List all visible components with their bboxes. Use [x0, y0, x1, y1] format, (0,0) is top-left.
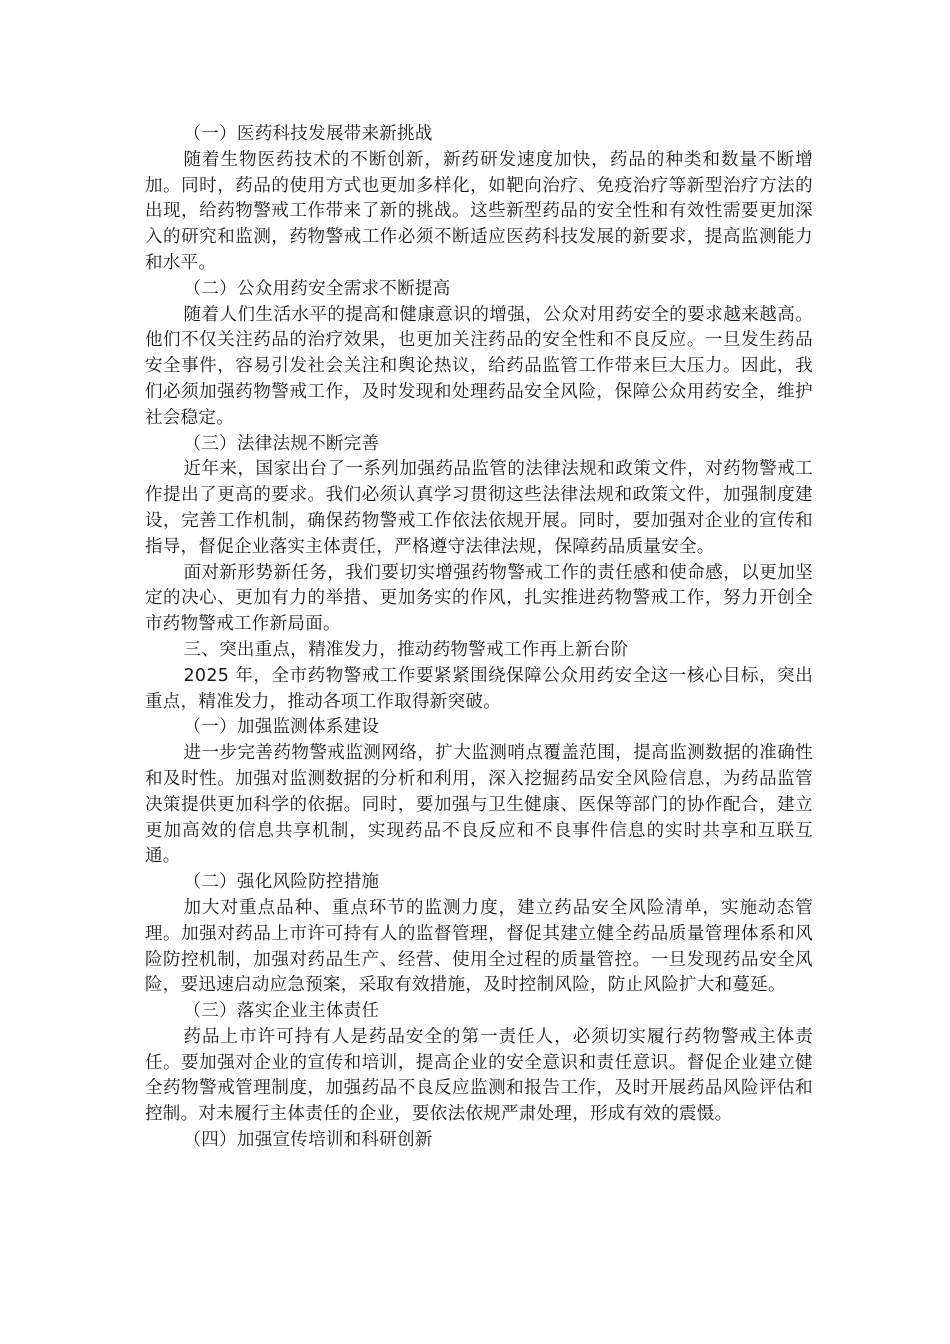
chapter-heading: 三、突出重点，精准发力，推动药物警戒工作再上新台阶	[183, 639, 629, 660]
paragraph: 2025 年，全市药物警戒工作要紧紧围绕保障公众用药安全这一核心目标，突出重点，精准发力，推动各项工作取得新突破。	[145, 665, 813, 712]
paragraph: 进一步完善药物警戒监测网络，扩大监测哨点覆盖范围，提高监测数据的准确性和及时性。加强对监测数据的分析和利用，深入挖掘药品安全风险信息，为药品监管决策提供更加科学的依据。同时，要加强与卫生健康、医保等部门的协作配合，建立更加高效的信息共享机制，实现药品不良反应和不良事件信息的实时共享和互联互通。	[145, 743, 813, 867]
paragraph: 随着人们生活水平的提高和健康意识的增强，公众对用药安全的要求越来越高。他们不仅关注药品的治疗效果，也更加关注药品的安全性和不良反应。一旦发生药品安全事件，容易引发社会关注和舆论热议，给药品监管工作带来巨大压力。因此，我们必须加强药物警戒工作，及时发现和处理药品安全风险，保障公众用药安全，维护社会稳定。	[145, 304, 813, 428]
paragraph: 近年来，国家出台了一系列加强药品监管的法律法规和政策文件，对药物警戒工作提出了更高的要求。我们必须认真学习贯彻这些法律法规和政策文件，加强制度建设，完善工作机制，确保药物警戒工作依法依规开展。同时，要加强对企业的宣传和指导，督促企业落实主体责任，严格遵守法律法规，保障药品质量安全。	[145, 459, 813, 557]
document-body	[145, 122, 813, 1154]
section-heading: （一）加强监测体系建设	[183, 717, 380, 738]
paragraph: 随着生物医药技术的不断创新，新药研发速度加快，药品的种类和数量不断增加。同时，药品的使用方式也更加多样化，如靶向治疗、免疫治疗等新型治疗方法的出现，给药物警戒工作带来了新的挑战。这些新型药品的安全性和有效性需要更加深入的研究和监测，药物警戒工作必须不断适应医药科技发展的新要求，提高监测能力和水平。	[145, 149, 813, 273]
section-heading: （三）落实企业主体责任	[183, 1001, 380, 1022]
section-heading: （三）法律法规不断完善	[183, 433, 380, 454]
paragraph: 面对新形势新任务，我们要切实增强药物警戒工作的责任感和使命感，以更加坚定的决心、更加有力的举措、更加务实的作风，扎实推进药物警戒工作，努力开创全市药物警戒工作新局面。	[145, 562, 813, 635]
paragraph: 加大对重点品种、重点环节的监测力度，建立药品安全风险清单，实施动态管理。加强对药品上市许可持有人的监督管理，督促其建立健全药品质量管理体系和风险防控机制，加强对药品生产、经营、使用全过程的质量管控。一旦发现药品安全风险，要迅速启动应急预案，采取有效措施，及时控制风险，防止风险扩大和蔓延。	[145, 897, 813, 996]
paragraph: 药品上市许可持有人是药品安全的第一责任人，必须切实履行药物警戒主体责任。要加强对企业的宣传和培训，提高企业的安全意识和责任意识。督促企业建立健全药物警戒管理制度，加强药品不良反应监测和报告工作，及时开展药品风险评估和控制。对未履行主体责任的企业，要依法依规严肃处理，形成有效的震慑。	[145, 1026, 813, 1125]
section-heading: （四）加强宣传培训和科研创新	[183, 1130, 433, 1151]
section-heading: （二）强化风险防控措施	[183, 872, 380, 893]
section-heading: （二）公众用药安全需求不断提高	[183, 278, 451, 299]
section-heading: （一）医药科技发展带来新挑战	[183, 124, 433, 144]
